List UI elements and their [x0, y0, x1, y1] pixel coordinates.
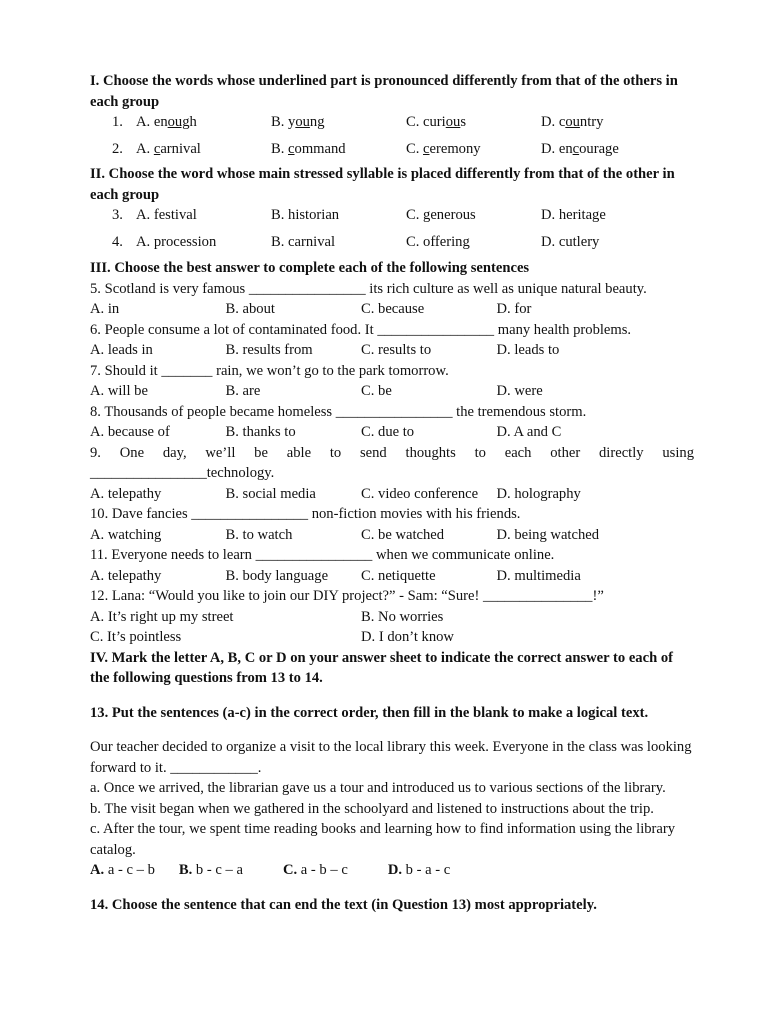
question-13-sentence-c: c. After the tour, we spent time reading books and learning how to find information using the library catalog.	[90, 821, 676, 858]
question-11-stem: 11. Everyone needs to learn ________________ when we communicate online.	[90, 547, 555, 563]
question-2	[112, 139, 694, 160]
option-b: B. young	[271, 114, 325, 130]
question-14-title: 14. Choose the sentence that can end the text (in Question 13) most appropriately.	[90, 896, 597, 913]
option-b: B. No worries	[361, 608, 444, 625]
question-13-sentence-a: a. Once we arrived, the librarian gave us a tour and introduced us to various sections of the library.	[90, 780, 666, 796]
question-11-options	[90, 566, 694, 587]
question-7-stem: 7. Should it _______ rain, we won’t go to the park tomorrow.	[90, 362, 449, 379]
option-c: C. ceremony	[406, 140, 481, 157]
option-d: D. multimedia	[496, 567, 581, 584]
option-d: D. encourage	[541, 140, 619, 157]
option-a: A. It’s right up my street	[90, 608, 234, 625]
question-5-options	[90, 299, 694, 320]
question-5-stem: 5. Scotland is very famous ________________ its rich culture as well as unique natural beauty.	[90, 280, 647, 297]
answer-c: C. a - b – c	[282, 862, 348, 878]
option-b: B. carnival	[271, 233, 336, 250]
option-d: D. holography	[496, 485, 581, 502]
question-13-title: 13. Put the sentences (a-c) in the correct order, then fill in the blank to make a logical text.	[90, 704, 649, 721]
question-8-stem: 8. Thousands of people became homeless ________________ the tremendous storm.	[90, 403, 587, 420]
question-8-options	[90, 422, 694, 443]
option-b: B. thanks to	[225, 424, 296, 440]
option-d: D. cutlery	[541, 233, 600, 250]
option-c: C. because	[361, 301, 425, 317]
option-d: D. I don’t know	[361, 629, 454, 645]
answer-a: A. a - c – b	[90, 862, 155, 878]
question-10-stem: 10. Dave fancies ________________ non-fiction movies with his friends.	[90, 506, 521, 522]
answer-d: D. b - a - c	[387, 862, 451, 878]
option-c: C. offering	[406, 233, 470, 250]
question-13-answers	[90, 860, 694, 881]
question-12-stem: 12. Lana: “Would you like to join our DIY project?” - Sam: “Sure! _______________!”	[90, 588, 604, 604]
option-c: C. results to	[361, 342, 432, 358]
option-b: B. body language	[225, 567, 329, 584]
option-c: C. be	[361, 383, 392, 399]
question-9-stem-line-1: 9. One day, we’ll be able to send thoughts to each other directly using	[90, 444, 694, 461]
question-12-options-row-1	[90, 607, 694, 628]
option-a: A. leads in	[90, 342, 153, 358]
option-b: B. are	[225, 383, 261, 399]
option-b: B. to watch	[225, 526, 293, 543]
option-a: A. in	[90, 301, 120, 317]
option-a: A. procession	[136, 233, 217, 250]
option-d: D. for	[496, 301, 532, 317]
option-d: D. heritage	[541, 207, 606, 223]
option-b: B. about	[225, 301, 275, 317]
option-d: D. were	[496, 383, 543, 399]
question-3: 3. A. festival B. historian C. generous D. heritage	[112, 205, 694, 226]
question-number: 1.	[112, 114, 123, 130]
option-c: C. netiquette	[361, 567, 436, 584]
question-9-stem-line-2: ________________technology.	[90, 465, 275, 481]
option-a: A. enough	[136, 114, 197, 130]
question-6-stem: 6. People consume a lot of contaminated food. It ________________ many health problems.	[90, 321, 632, 338]
option-a: A. will be	[90, 383, 148, 399]
option-c: C. generous	[406, 207, 476, 223]
option-a: A. telepathy	[90, 485, 162, 502]
question-number: 2.	[112, 140, 123, 157]
option-c: C. curious	[406, 114, 467, 130]
question-9-options	[90, 484, 694, 505]
option-c: C. due to	[361, 424, 415, 440]
option-a: A. because of	[90, 424, 170, 440]
option-b: B. command	[271, 140, 346, 157]
question-10-options	[90, 525, 694, 546]
section-4-title: IV. Mark the letter A, B, C or D on your answer sheet to indicate the correct answer to each of the following questions from 13 to 14.	[90, 649, 673, 686]
option-d: D. country	[541, 114, 604, 130]
option-a: A. carnival	[136, 140, 201, 157]
option-d: D. leads to	[496, 342, 560, 358]
worksheet-document	[90, 71, 694, 915]
option-a: A. telepathy	[90, 567, 162, 584]
section-3-title: III. Choose the best answer to complete each of the following sentences	[90, 260, 530, 276]
option-d: D. A and C	[496, 424, 562, 440]
question-1	[112, 112, 694, 133]
option-c: C. be watched	[361, 526, 445, 543]
option-b: B. results from	[225, 342, 313, 358]
question-13-intro: Our teacher decided to organize a visit to the local library this week. Everyone in the class was looking forward to it. ____________.	[90, 739, 692, 776]
question-12-options-row-2	[90, 627, 694, 648]
question-13-sentence-b: b. The visit began when we gathered in the schoolyard and listened to instructions about the trip.	[90, 800, 654, 817]
section-1-title: I. Choose the words whose underlined part is pronounced differently from that of the others in each group	[90, 73, 678, 110]
option-c: C. It’s pointless	[90, 629, 182, 645]
option-c: C. video conference	[361, 485, 479, 502]
question-4: 4. A. procession B. carnival C. offering D. cutlery	[112, 232, 694, 253]
option-a: A. watching	[90, 526, 162, 543]
option-b: B. social media	[225, 485, 316, 502]
option-d: D. being watched	[496, 526, 600, 543]
question-7-options	[90, 381, 694, 402]
option-b: B. historian	[271, 207, 340, 223]
answer-b: B. b - c – a	[178, 862, 243, 878]
question-6-options	[90, 340, 694, 361]
section-2-title: II. Choose the word whose main stressed syllable is placed differently from that of the other in each group	[90, 166, 675, 203]
option-a: A. festival	[136, 207, 197, 223]
